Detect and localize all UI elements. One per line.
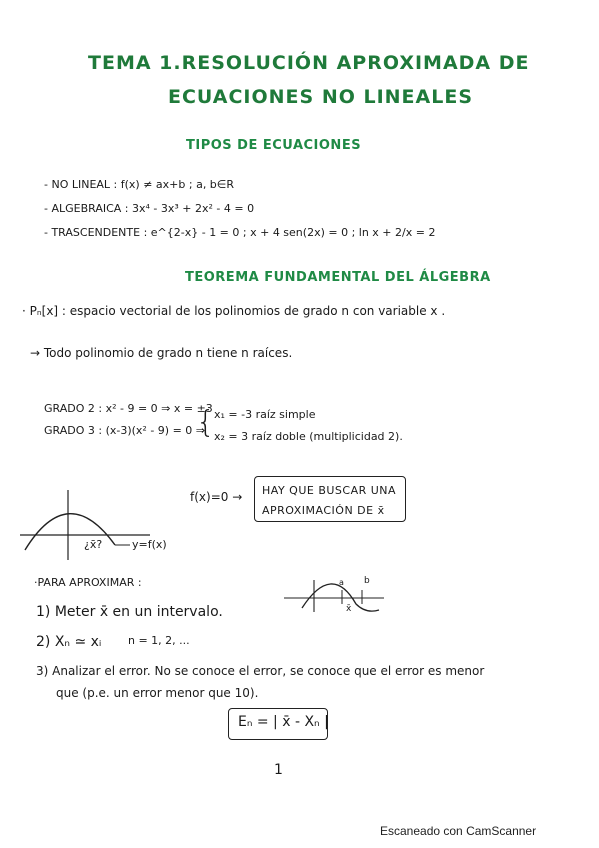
graph2-xbar: x̄	[346, 604, 352, 614]
graph2-b: b	[364, 576, 370, 586]
type-algebraica: - ALGEBRAICA : 3x⁴ - 3x³ + 2x² - 4 = 0	[44, 202, 255, 215]
curly-brace: {	[196, 405, 216, 440]
graph1-function-label: y=f(x)	[132, 538, 167, 551]
page-number: 1	[274, 762, 283, 778]
fx-equals-zero: f(x)=0 →	[190, 490, 243, 504]
type-trascendente: - TRASCENDENTE : e^{2-x} - 1 = 0 ; x + 4 sen(2x) = 0 ; ln x + 2/x = 2	[44, 226, 436, 239]
grado-3: GRADO 3 : (x-3)(x² - 9) = 0 ⇒	[44, 424, 206, 437]
para-aproximar-heading: ·PARA APROXIMAR :	[34, 576, 142, 589]
title-line-2: ECUACIONES NO LINEALES	[168, 86, 474, 108]
graph-parabola	[20, 490, 180, 570]
box-line-2: APROXIMACIÓN DE x̄	[262, 504, 385, 517]
theorem-line-2: → Todo polinomio de grado n tiene n raíces.	[30, 346, 293, 360]
section-tipos: TIPOS DE ECUACIONES	[186, 138, 362, 153]
camscanner-footer: Escaneado con CamScanner	[380, 824, 537, 838]
error-formula: Eₙ = | x̄ - Xₙ |	[238, 714, 329, 730]
step-2-range: n = 1, 2, ...	[128, 634, 190, 647]
grado-3-root-1: x₁ = -3 raíz simple	[214, 408, 316, 421]
section-teorema: TEOREMA FUNDAMENTAL DEL ÁLGEBRA	[185, 270, 491, 285]
step-1: 1) Meter x̄ en un intervalo.	[36, 604, 223, 620]
graph1-root-label: ¿x̄?	[84, 538, 103, 551]
type-no-lineal: - NO LINEAL : f(x) ≠ ax+b ; a, b∈R	[44, 178, 235, 191]
grado-3-root-2: x₂ = 3 raíz doble (multiplicidad 2).	[214, 430, 403, 443]
title-line-1: TEMA 1.RESOLUCIÓN APROXIMADA DE	[88, 52, 530, 74]
step-3-line-1: 3) Analizar el error. No se conoce el error, se conoce que el error es menor	[36, 664, 485, 678]
box-line-1: HAY QUE BUSCAR UNA	[262, 484, 397, 497]
step-3-line-2: que (p.e. un error menor que 10).	[56, 686, 259, 700]
grado-2: GRADO 2 : x² - 9 = 0 ⇒ x = ±3	[44, 402, 213, 415]
step-2: 2) Xₙ ≃ xᵢ	[36, 634, 102, 650]
graph2-a: a	[339, 578, 344, 587]
theorem-line-1: · Pₙ[x] : espacio vectorial de los polinomios de grado n con variable x .	[22, 304, 446, 318]
